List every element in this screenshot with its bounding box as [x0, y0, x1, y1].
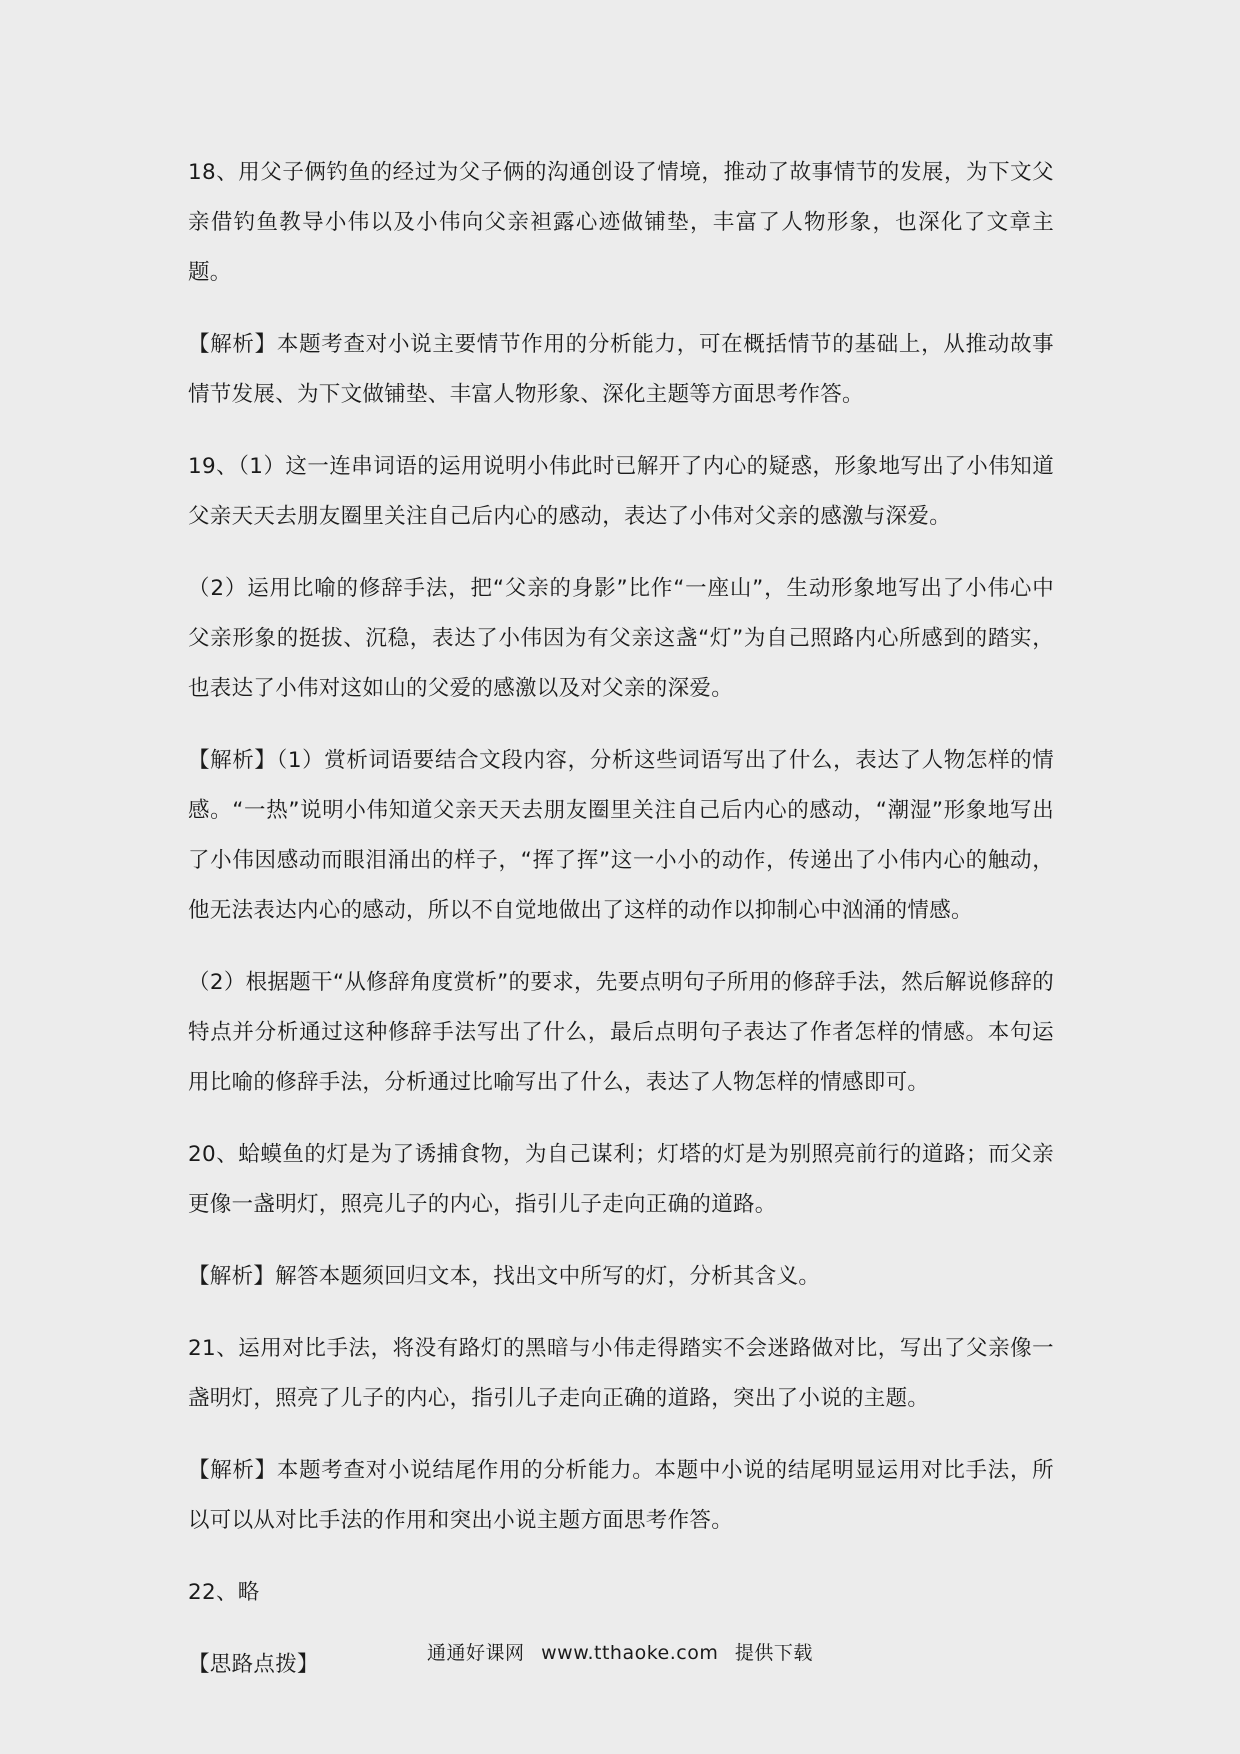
answer-19-part-1: 19、（1）这一连串词语的运用说明小伟此时已解开了内心的疑惑，形象地写出了小伟知道父亲天天去朋友圈里关注自己后内心的感动，表达了小伟对父亲的感激与深爱。 — [188, 454, 1054, 529]
answer-20: 20、蛤蟆鱼的灯是为了诱捕食物，为自己谋利；灯塔的灯是为别照亮前行的道路；而父亲更像一盏明灯，照亮儿子的内心，指引儿子走向正确的道路。 — [188, 1142, 1054, 1217]
page-footer — [0, 1638, 1240, 1665]
footer-url: www.tthaoke.com — [541, 1642, 719, 1664]
document-body — [188, 148, 1054, 1712]
analysis-21: 【解析】本题考查对小说结尾作用的分析能力。本题中小说的结尾明显运用对比手法，所以可以从对比手法的作用和突出小说主题方面思考作答。 — [188, 1458, 1054, 1533]
analysis-18: 【解析】本题考查对小说主要情节作用的分析能力，可在概括情节的基础上，从推动故事情节发展、为下文做铺垫、丰富人物形象、深化主题等方面思考作答。 — [188, 332, 1054, 407]
answer-19-part-2: （2）运用比喻的修辞手法，把“父亲的身影”比作“一座山”，生动形象地写出了小伟心中父亲形象的挺拔、沉稳，表达了小伟因为有父亲这盏“灯”为自己照路内心所感到的踏实，也表达了小伟对这如山的父爱的感激以及对父亲的深爱。 — [188, 576, 1054, 701]
analysis-20: 【解析】解答本题须回归文本，找出文中所写的灯，分析其含义。 — [188, 1264, 821, 1289]
section-heading-thinking-tips: 【思路点拨】 — [188, 1652, 319, 1677]
footer-site-name: 通通好课网 — [427, 1642, 525, 1664]
analysis-19-part-2: （2）根据题干“从修辞角度赏析”的要求，先要点明句子所用的修辞手法，然后解说修辞的特点并分析通过这种修辞手法写出了什么，最后点明句子表达了作者怎样的情感。本句运用比喻的修辞手法，分析通过比喻写出了什么，表达了人物怎样的情感即可。 — [188, 970, 1054, 1095]
footer-note: 提供下载 — [734, 1642, 813, 1664]
answer-18: 18、用父子俩钓鱼的经过为父子俩的沟通创设了情境，推动了故事情节的发展，为下文父亲借钓鱼教导小伟以及小伟向父亲袒露心迹做铺垫，丰富了人物形象，也深化了文章主题。 — [188, 160, 1054, 285]
answer-21: 21、运用对比手法，将没有路灯的黑暗与小伟走得踏实不会迷路做对比，写出了父亲像一盏明灯，照亮了儿子的内心，指引儿子走向正确的道路，突出了小说的主题。 — [188, 1336, 1054, 1411]
answer-22: 22、略 — [188, 1580, 260, 1605]
analysis-19-part-1: 【解析】（1）赏析词语要结合文段内容，分析这些词语写出了什么，表达了人物怎样的情感。“一热”说明小伟知道父亲天天去朋友圈里关注自己后内心的感动，“潮湿”形象地写出了小伟因感动而眼泪涌出的样子，“挥了挥”这一小小的动作，传递出了小伟内心的触动，他无法表达内心的感动，所以不自觉地做出了这样的动作以抑制心中汹涌的情感。 — [188, 748, 1054, 923]
